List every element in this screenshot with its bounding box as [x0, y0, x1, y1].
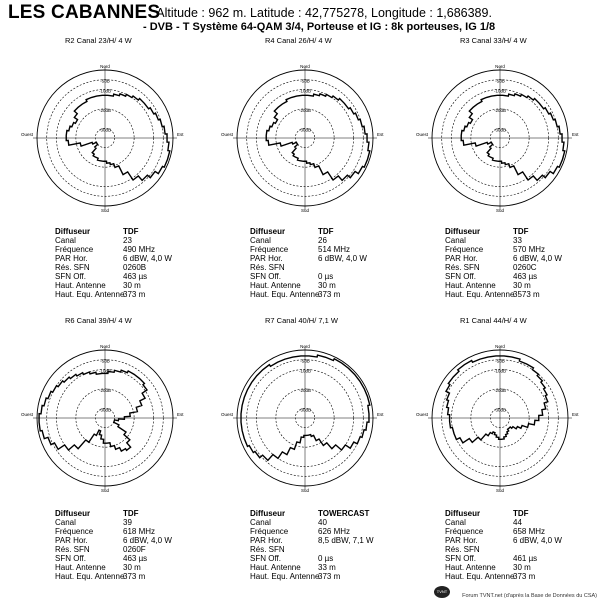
info-label: Diffuseur [250, 227, 286, 236]
info-label: Fréquence [250, 527, 289, 536]
info-value: TDF [513, 227, 529, 236]
info-label: PAR Hor. [445, 536, 478, 545]
info-value: 373 m [123, 290, 146, 299]
info-value: 570 MHz [513, 245, 546, 254]
info-value: 0260C [513, 263, 537, 272]
info-label: SFN Off. [445, 272, 476, 281]
compass-e-label: Est [377, 132, 384, 137]
info-label: SFN Off. [55, 272, 86, 281]
compass-s-label: Sud [100, 208, 110, 213]
info-label: PAR Hor. [250, 536, 283, 545]
compass-s-label: Sud [495, 488, 505, 493]
db-ring-label: -30dB [298, 407, 312, 413]
info-label: PAR Hor. [445, 254, 478, 263]
db-ring-label: -20dB [493, 387, 507, 393]
polar-plot [205, 315, 405, 515]
info-label: Fréquence [55, 245, 94, 254]
compass-e-label: Est [377, 412, 384, 417]
info-value: 0260F [123, 545, 146, 554]
info-value: 44 [513, 518, 522, 527]
db-ring-label: -10dB [298, 368, 312, 374]
compass-w-label: Ouest [20, 412, 33, 417]
info-value: 8,5 dBW, 7,1 W [318, 536, 374, 545]
info-value: 6 dBW, 4,0 W [123, 254, 172, 263]
compass-w-label: Ouest [415, 412, 428, 417]
info-label: Haut. Antenne [445, 281, 496, 290]
info-label: Haut. Equ. Antenne [55, 572, 125, 581]
compass-n-label: Nord [100, 64, 110, 69]
compass-w-label: Ouest [415, 132, 428, 137]
info-label: Haut. Equ. Antenne [445, 572, 515, 581]
antenna-pattern-chart [5, 35, 205, 235]
db-ring-label: -30dB [98, 407, 112, 413]
info-label: Haut. Equ. Antenne [445, 290, 515, 299]
system-line: - DVB - T Système 64-QAM 3/4, Porteuse et IG : 8k porteuses, IG 1/8 [143, 21, 496, 33]
compass-n-label: Nord [495, 344, 505, 349]
tvnt-logo: TVNT [434, 586, 450, 598]
polar-plot [400, 35, 600, 235]
info-value: 373 m [318, 290, 341, 299]
polar-plot [5, 315, 205, 515]
polar-plot [400, 315, 600, 515]
info-label: Rés. SFN [445, 263, 480, 272]
polar-plot [5, 35, 205, 235]
db-ring-label: -20dB [493, 107, 507, 113]
compass-s-label: Sud [495, 208, 505, 213]
info-label: Diffuseur [445, 509, 481, 518]
info-value: 30 m [513, 281, 531, 290]
info-label: Canal [55, 518, 76, 527]
radiation-pattern [39, 370, 147, 451]
info-value: 6 dBW, 4,0 W [513, 536, 562, 545]
info-value: 373 m [123, 572, 146, 581]
info-label: Canal [445, 236, 466, 245]
info-value: 0 µs [318, 554, 334, 563]
info-label: Haut. Antenne [55, 281, 106, 290]
footer-credit: Forum TVNT.net (d'après la Base de Données du CSA) [462, 593, 597, 599]
info-label: SFN Off. [55, 554, 86, 563]
info-value: 30 m [123, 563, 141, 572]
compass-n-label: Nord [300, 64, 310, 69]
info-value: 461 µs [513, 554, 538, 563]
info-label: Haut. Antenne [250, 281, 301, 290]
compass-n-label: Nord [100, 344, 110, 349]
info-value: 463 µs [123, 272, 148, 281]
db-ring-label: -10dB [493, 88, 507, 94]
db-ring-label: -30dB [298, 127, 312, 133]
compass-e-label: Est [572, 412, 579, 417]
db-ring-label: -5dB [495, 358, 505, 364]
info-value: 0260B [123, 263, 147, 272]
polar-plot [205, 35, 405, 235]
info-label: Rés. SFN [250, 545, 285, 554]
db-ring-label: -20dB [98, 107, 112, 113]
info-value: 373 m [318, 572, 341, 581]
chart-title: R2 Canal 23/H/ 4 W [65, 36, 132, 45]
info-label: Haut. Antenne [250, 563, 301, 572]
chart-title: R4 Canal 26/H/ 4 W [265, 36, 332, 45]
info-label: PAR Hor. [250, 254, 283, 263]
info-value: 26 [318, 236, 327, 245]
info-label: Rés. SFN [250, 263, 285, 272]
compass-s-label: Sud [300, 488, 310, 493]
info-value: 39 [123, 518, 132, 527]
antenna-pattern-chart [400, 35, 600, 235]
info-label: Diffuseur [445, 227, 481, 236]
db-ring-label: -10dB [493, 368, 507, 374]
db-ring-label: -5dB [100, 358, 110, 364]
db-ring-label: -20dB [98, 387, 112, 393]
db-ring-label: -5dB [300, 78, 310, 84]
db-ring-label: -10dB [98, 368, 112, 374]
info-value: 490 MHz [123, 245, 156, 254]
info-value: 0 µs [318, 272, 334, 281]
info-label: SFN Off. [250, 272, 281, 281]
info-value: 463 µs [513, 272, 538, 281]
compass-n-label: Nord [300, 344, 310, 349]
info-value: TOWERCAST [318, 509, 370, 518]
info-value: 373 m [513, 572, 536, 581]
info-label: SFN Off. [445, 554, 476, 563]
info-label: Diffuseur [55, 227, 91, 236]
info-value: 23 [123, 236, 132, 245]
compass-w-label: Ouest [220, 412, 233, 417]
info-label: PAR Hor. [55, 254, 88, 263]
antenna-pattern-chart [5, 315, 205, 515]
db-ring-label: -20dB [298, 387, 312, 393]
info-label: Haut. Equ. Antenne [250, 290, 320, 299]
db-ring-label: -5dB [495, 78, 505, 84]
chart-title: R7 Canal 40/H/ 7,1 W [265, 316, 338, 325]
info-value: 658 MHz [513, 527, 546, 536]
compass-s-label: Sud [300, 208, 310, 213]
info-label: Canal [55, 236, 76, 245]
info-label: Fréquence [445, 527, 484, 536]
db-ring-label: -30dB [98, 127, 112, 133]
info-label: Canal [250, 518, 271, 527]
compass-w-label: Ouest [20, 132, 33, 137]
info-label: Canal [250, 236, 271, 245]
info-label: Haut. Equ. Antenne [55, 290, 125, 299]
info-value: 618 MHz [123, 527, 156, 536]
info-value: 30 m [123, 281, 141, 290]
compass-e-label: Est [177, 412, 184, 417]
info-label: Canal [445, 518, 466, 527]
info-label: Fréquence [55, 527, 94, 536]
info-value: 626 MHz [318, 527, 351, 536]
info-label: Diffuseur [250, 509, 286, 518]
info-label: Haut. Equ. Antenne [250, 572, 320, 581]
info-value: 33 [513, 236, 522, 245]
info-value: 3573 m [513, 290, 540, 299]
info-label: Haut. Antenne [55, 563, 106, 572]
info-value: TDF [318, 227, 334, 236]
info-label: Rés. SFN [55, 263, 90, 272]
info-label: PAR Hor. [55, 536, 88, 545]
info-label: Fréquence [250, 245, 289, 254]
chart-title: R1 Canal 44/H/ 4 W [460, 316, 527, 325]
info-label: Diffuseur [55, 509, 91, 518]
info-label: Haut. Antenne [445, 563, 496, 572]
info-value: 463 µs [123, 554, 148, 563]
info-value: 30 m [318, 281, 336, 290]
db-ring-label: -30dB [493, 127, 507, 133]
db-ring-label: -5dB [100, 78, 110, 84]
info-value: 514 MHz [318, 245, 351, 254]
db-ring-label: -30dB [493, 407, 507, 413]
info-value: 33 m [318, 563, 336, 572]
info-value: 6 dBW, 4,0 W [318, 254, 367, 263]
chart-title: R3 Canal 33/H/ 4 W [460, 36, 527, 45]
info-label: Rés. SFN [445, 545, 480, 554]
info-value: TDF [513, 509, 529, 518]
info-label: Fréquence [445, 245, 484, 254]
info-value: 6 dBW, 4,0 W [123, 536, 172, 545]
db-ring-label: -10dB [298, 88, 312, 94]
compass-w-label: Ouest [220, 132, 233, 137]
site-location: : Altitude : 962 m. Latitude : 42,775278, Longitude : 1,686389. [150, 6, 492, 20]
db-ring-label: -10dB [98, 88, 112, 94]
info-value: 40 [318, 518, 327, 527]
info-value: 6 dBW, 4,0 W [513, 254, 562, 263]
compass-n-label: Nord [495, 64, 505, 69]
db-ring-label: -5dB [300, 358, 310, 364]
compass-s-label: Sud [100, 488, 110, 493]
compass-e-label: Est [572, 132, 579, 137]
compass-e-label: Est [177, 132, 184, 137]
antenna-pattern-chart [205, 315, 405, 515]
site-title: LES CABANNES [8, 2, 161, 23]
db-ring-label: -20dB [298, 107, 312, 113]
info-value: 30 m [513, 563, 531, 572]
info-label: Rés. SFN [55, 545, 90, 554]
info-value: TDF [123, 509, 139, 518]
chart-title: R6 Canal 39/H/ 4 W [65, 316, 132, 325]
antenna-pattern-chart [400, 315, 600, 515]
info-value: TDF [123, 227, 139, 236]
info-label: SFN Off. [250, 554, 281, 563]
antenna-pattern-chart [205, 35, 405, 235]
